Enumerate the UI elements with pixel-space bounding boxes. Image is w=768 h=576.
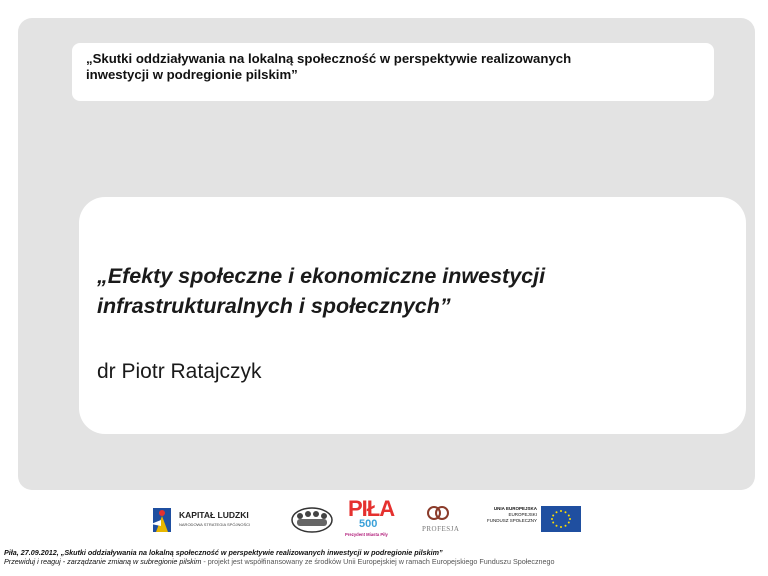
eu-flag-icon xyxy=(541,506,581,532)
eu-logo xyxy=(485,506,585,536)
header-title-line1: „Skutki oddziaływania na lokalną społeczność w perspektywie realizowanych xyxy=(86,51,572,66)
presentation-title xyxy=(97,261,697,321)
kapital-ludzki-title: KAPITAŁ LUDZKI xyxy=(179,510,249,520)
footer xyxy=(4,548,764,566)
footer-cofinance-note: - projekt jest współfinansowany ze środków Unii Europejskiej w ramach Europejskiego Funduszu Społecznego xyxy=(201,557,555,566)
profesja-knot-icon xyxy=(427,504,449,522)
header-box xyxy=(72,43,714,101)
people-group-icon xyxy=(290,502,334,534)
footer-project-name: Przewiduj i reaguj - zarządzanie zmianą w subregionie pilskim xyxy=(4,557,202,566)
eu-text-line1: UNIA EUROPEJSKA xyxy=(493,506,537,511)
logo-strip xyxy=(140,498,600,540)
people-group-logo xyxy=(290,502,334,534)
pila-logo-number: 500 xyxy=(359,518,378,530)
author-name: dr Piotr Ratajczyk xyxy=(97,360,262,383)
header-title xyxy=(86,51,702,83)
pila-500-logo xyxy=(345,498,405,540)
kapital-ludzki-subtitle: NARODOWA STRATEGIA SPÓJNOŚCI xyxy=(179,522,251,527)
header-title-line2: inwestycji w podregionie pilskim” xyxy=(86,67,298,82)
pila-logo-caption: Prezydent Miasta Piły xyxy=(345,532,388,537)
eu-text-line2: EUROPEJSKI xyxy=(508,512,537,517)
profesja-text: PROFESJA xyxy=(422,525,460,533)
presentation-title-line1: „Efekty społeczne i ekonomiczne inwestycji xyxy=(97,264,546,288)
profesja-logo xyxy=(418,504,458,538)
footer-line2 xyxy=(4,557,764,566)
kapital-ludzki-logo xyxy=(151,504,273,536)
pila-logo-text: PIŁA xyxy=(348,496,395,521)
eu-text xyxy=(485,506,537,524)
presentation-title-line2: infrastrukturalnych i społecznych” xyxy=(97,294,451,318)
kapital-ludzki-icon xyxy=(151,504,175,536)
eu-text-line3: FUNDUSZ SPOŁECZNY xyxy=(486,518,537,523)
footer-line1: Piła, 27.09.2012, „Skutki oddziaływania na lokalną społeczność w perspektywie realizowanych inwestycji w podregionie pilskim” xyxy=(4,548,443,557)
